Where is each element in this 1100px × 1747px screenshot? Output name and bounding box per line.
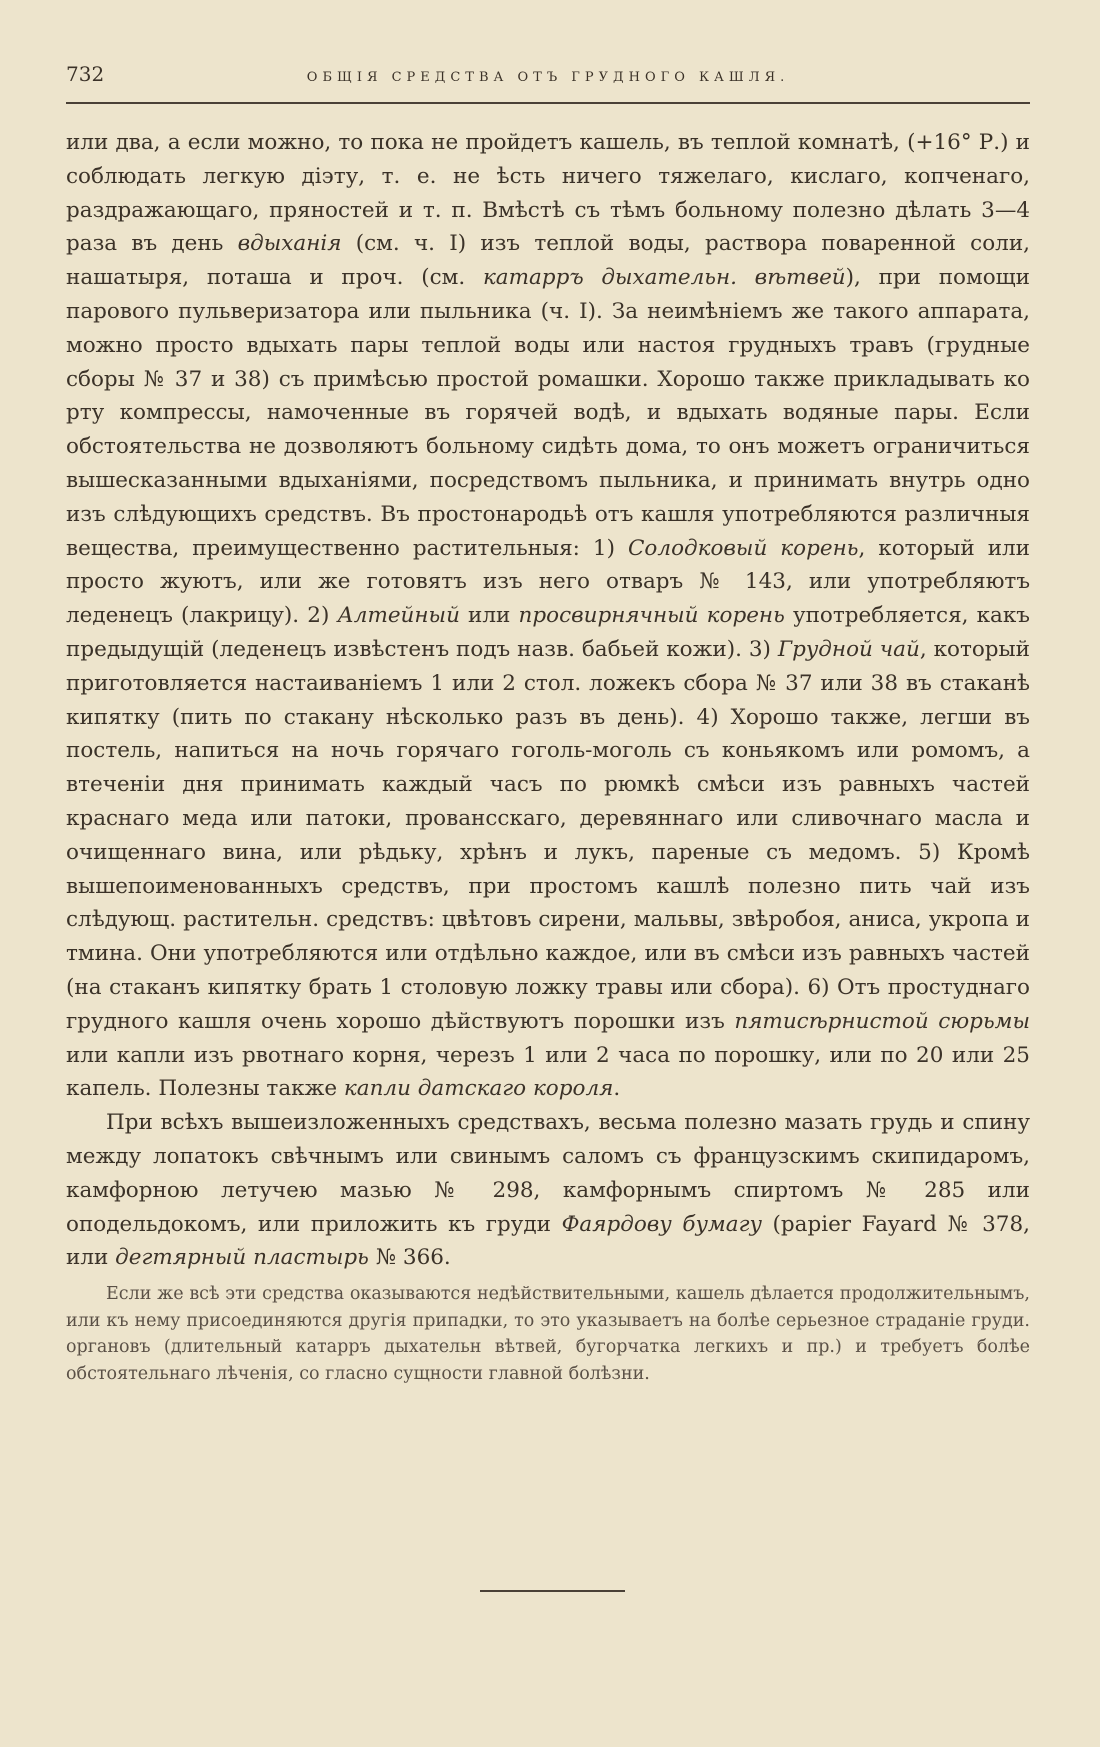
page-number: 732: [66, 62, 105, 86]
text-run: (papier Fayard № 378, или: [66, 1211, 1030, 1271]
italic-term: вдыханія: [237, 231, 342, 257]
text-run: При всѣхъ вышеизложенныхъ средствахъ, весьма полезно мазать грудь и спину между лопатокъ свѣчнымъ или свинымъ саломъ съ французскимъ скипидаромъ, камфорною летучею мазью № 298, камфорнымъ спиртомъ № 285 или оподельдокомъ, или приложить къ груди: [66, 1110, 1030, 1237]
italic-term: дегтярный пластырь: [115, 1245, 369, 1271]
text-run: № 366.: [368, 1245, 451, 1271]
text-run: или: [459, 603, 519, 629]
text-run: ), при помощи парового пульверизатора или пыльника (ч. I). За неимѣніемъ же такого аппарата, можно просто вдыхать пары теплой воды или настоя грудныхъ травъ (грудные сборы № 37 и 38) съ примѣсью простой ромашки. Хорошо также прикладывать ко рту компрессы, намоченные въ горячей водѣ, и вдыхать водяные пары. Если обстоятельства не дозволяютъ больному сидѣть дома, то онъ можетъ ограничиться вышесказанными вдыханіями, посредствомъ пыльника, и принимать внутрь одно изъ слѣдующихъ средствъ. Въ простонародьѣ отъ кашля употребляются различныя вещества, преимущественно растительныя: 1): [66, 265, 1030, 561]
page-header: [66, 62, 1030, 104]
italic-term: Алтейный: [337, 603, 460, 629]
text-run: , который приготовляется настаиваніемъ 1 или 2 стол. ложекъ сбора № 37 или 38 въ стаканѣ кипятку (пить по стакану нѣсколько разъ въ день). 4) Хорошо также, легши въ постель, напиться на ночь горячаго гоголь-моголь съ коньякомъ или ромомъ, а втеченіи дня принимать каждый часъ по рюмкѣ смѣси изъ равныхъ частей краснаго меда или патоки, провансскаго, деревяннаго или сливочнаго масла и очищеннаго вина, или рѣдьку, хрѣнъ и лукъ, пареные съ медомъ. 5) Кромѣ вышепоименованныхъ средствъ, при простомъ кашлѣ полезно пить чай изъ слѣдующ. растительн. средствъ: цвѣтовъ сирени, мальвы, звѣробоя, аниса, укропа и тмина. Они употребляются или отдѣльно каждое, или въ смѣси изъ равныхъ частей (на стаканъ кипятку брать 1 столовую ложку травы или сбора). 6) Отъ простуднаго грудного кашля очень хорошо дѣйствуютъ порошки изъ: [66, 636, 1030, 1034]
italic-term: катарръ дыхательн. вѣтвей: [482, 265, 846, 291]
italic-term: Солодковый корень: [627, 535, 859, 561]
italic-term: Грудной чай: [777, 636, 920, 662]
paragraph-1: [66, 126, 1030, 1106]
running-title: ОБЩІЯ СРЕДСТВА ОТЪ ГРУДНОГО КАШЛЯ.: [306, 70, 790, 85]
footnote: [66, 1281, 1030, 1387]
paragraph-2: [66, 1106, 1030, 1275]
end-rule: [480, 1590, 625, 1592]
italic-term: Фаярдову бумагу: [561, 1211, 762, 1237]
footnote-text: Если же всѣ эти средства оказываются недѣйствительными, кашель дѣлается продолжительнымъ, или къ нему присоединяются другія припадки, то это указываетъ на болѣе серьезное страданіе груди. органовъ (длительный катарръ дыхательн вѣтвей, бугорчатка легкихъ и пр.) и требуетъ болѣе обстоятельнаго лѣченія, со гласно сущности главной болѣзни.: [66, 1284, 1030, 1384]
text-run: или два, а если можно, то пока не пройдетъ кашель, въ теплой комнатѣ, (+16° Р.) и соблюдать легкую діэту, т. е. не ѣсть ничего тяжелаго, кислаго, копченаго, раздражающаго, пряностей и т. п. Вмѣстѣ съ тѣмъ больному полезно дѣлать 3—4 раза въ день: [66, 130, 1030, 257]
italic-term: просвирнячный корень: [518, 603, 785, 629]
body-text: [66, 126, 1030, 1275]
italic-term: пятисѣрнистой сюрьмы: [734, 1008, 1030, 1034]
text-run: , который или просто жуютъ, или же готовятъ изъ него отваръ № 143, или употребляютъ леденецъ (лакрицу). 2): [66, 535, 1031, 629]
text-run: (см. ч. I) изъ теплой воды, раствора поваренной соли, нашатыря, поташа и проч. (см.: [66, 231, 1030, 291]
text-run: .: [613, 1076, 621, 1102]
text-run: употребляется, какъ предыдущій (леденецъ извѣстенъ подъ назв. бабьей кожи). 3): [66, 603, 1030, 662]
italic-term: капли датскаго короля: [343, 1076, 614, 1102]
text-run: или капли изъ рвотнаго корня, черезъ 1 или 2 часа по порошку, или по 20 или 25 капель. Полезны также: [66, 1042, 1030, 1102]
